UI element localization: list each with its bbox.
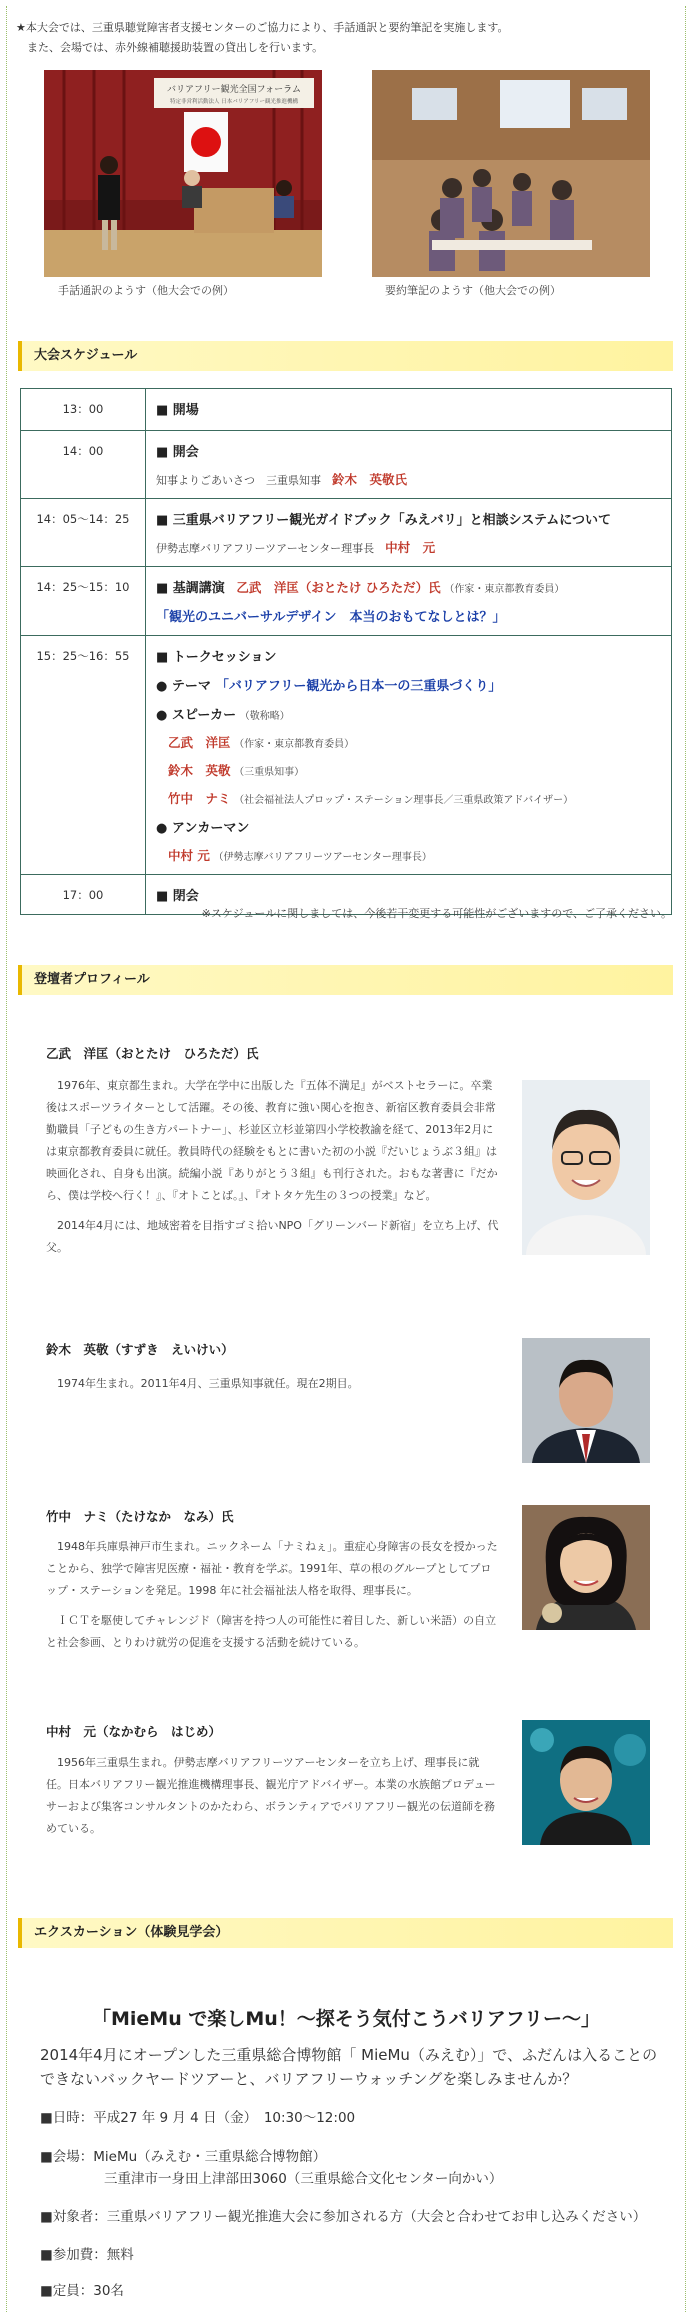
profiles-heading: 登壇者プロフィール [18,965,673,995]
schedule-title: ■ トークセッション [156,650,277,665]
profile-name: 中村 元（なかむら はじめ） [46,1724,222,1739]
profile-text [46,1075,501,1267]
schedule-sub: 知事よりごあいさつ 三重県知事 [156,474,321,487]
sign-language-photo [44,70,322,277]
schedule-time: 17：00 [21,875,146,915]
talk-theme: 「バリアフリー観光から日本一の三重県づくり」 [222,679,502,694]
profile-paragraph: 1948年兵庫県神戸市生まれ。ニックネーム「ナミねぇ」。重症心身障害の長女を授かったことから、独学で障害児医療・福祉・教育を学ぶ。1991年、草の根のグループとしてプロップ・ステーションを発足。1998 年に社会福祉法人格を取得、理事長に。 [46,1540,498,1597]
speakers-note: （敬称略） [239,711,290,722]
speaker-note: （作家・東京都教育委員） [234,739,355,750]
schedule-title: ■ 閉会 [156,889,199,904]
schedule-time: 14：05〜14：25 [21,499,146,567]
profile-paragraph: 2014年4月には、地域密着を目指すゴミ拾いNPO「グリーンバード新宿」を立ち上げ、代父。 [46,1219,499,1254]
schedule-title: ■ 基調講演 [156,581,225,596]
schedule-time: 14：00 [21,431,146,499]
profile-text [46,1536,501,1662]
excursion-lead: 2014年4月にオープンした三重県総合博物館「 MieMu（みえむ）」で、ふだんは入ることのできないバックヤードツアーと、バリアフリーウォッチングを楽しみませんか？ [40,2046,658,2088]
speaker-name: 竹中 ナミ [168,791,231,806]
speaker-name: 鈴木 英敬 [168,763,231,778]
excursion-fee: ■参加費：無料 [40,2247,134,2263]
excursion-target: ■対象者：三重県バリアフリー観光推進大会に参加される方（大会と合わせてお申し込みください） [40,2209,647,2225]
profile-name: 鈴木 英敬（すずき えいけい） [46,1342,234,1357]
schedule-row [21,431,672,499]
portrait-suzuki [522,1338,650,1463]
profile-text [46,1752,501,1848]
profile-name: 竹中 ナミ（たけなか なみ）氏 [46,1509,234,1524]
anchor-label: ● アンカーマン [156,821,250,836]
left-photo-caption: 手話通訳のようす（他大会での例） [58,284,234,297]
banner-subtext: 特定非営利活動法人 日本バリアフリー観光推進機構 [169,99,299,105]
portrait-ototake [522,1080,650,1255]
profile-paragraph: 1956年三重県生まれ。伊勢志摩バリアフリーツアーセンターを立ち上げ、理事長に就任。日本バリアフリー観光推進機構理事長、観光庁アドバイザー。本業の水族館プロデューサーおよび集客コンサルタントのかたわら、ボランティアでバリアフリー観光の伝道師を務めている。 [46,1756,496,1835]
portrait-takenaka [522,1505,650,1630]
schedule-time: 15：25〜16：55 [21,636,146,875]
schedule-time: 14：25〜15：10 [21,567,146,636]
speaker-note: （三重県知事） [234,767,305,778]
speaker-note: （社会福祉法人プロップ・ステーション理事長／三重県政策アドバイザー） [234,795,574,806]
schedule-sub-name: 中村 元 [385,540,436,555]
schedule-row [21,499,672,567]
right-photo-caption: 要約筆記のようす（他大会での例） [385,284,561,297]
schedule-note: ※スケジュールに関しましては、今後若干変更する可能性がございますので、ご了承ください。 [201,907,672,920]
profile-paragraph: 1974年生まれ。2011年4月、三重県知事就任。現在2期目。 [57,1377,359,1390]
excursion-heading: エクスカーション（体験見学会） [18,1918,673,1948]
anchor-name: 中村 元 [168,848,210,863]
excursion-title: 「MieMu で楽しMu！〜探そう気付こうバリアフリー〜」 [91,2008,601,2030]
intro-line-1: ★本大会では、三重県聴覚障害者支援センターのご協力により、手話通訳と要約筆記を実施します。 [16,21,509,34]
profile-text [46,1373,501,1403]
speakers-label: ● スピーカー [156,708,237,723]
schedule-title: ■ 開会 [156,445,199,460]
profile-paragraph: ＩＣＴを駆使してチャレンジド（障害を持つ人の可能性に着目した、新しい米語）の自立と社会参画、とりわけ就労の促進を支援する活動を続けている。 [46,1614,497,1649]
schedule-time: 13：00 [21,389,146,431]
summary-writing-photo [372,70,650,277]
excursion-address: 三重津市一身田上津部田3060（三重県総合文化センター向かい） [104,2171,503,2187]
excursion-capacity: ■定員：30名 [40,2283,124,2299]
schedule-table [20,388,672,915]
speaker-name: 乙武 洋匡 [168,735,231,750]
excursion-venue: ■会場：MieMu（みえむ・三重県総合博物館） [40,2149,327,2165]
keynote-speaker: 乙武 洋匡（おとたけ ひろただ）氏 [236,580,441,595]
keynote-theme: 「観光のユニバーサルデザイン 本当のおもてなしとは？」 [156,610,506,625]
portrait-nakamura [522,1720,650,1845]
excursion-date: ■日時：平成27 年 9 月 4 日（金） 10:30〜12:00 [40,2110,356,2126]
talk-theme-label: ● テーマ [156,679,211,694]
schedule-sub: 伊勢志摩バリアフリーツアーセンター理事長 [156,542,375,555]
schedule-row [21,389,672,431]
intro-text [16,18,676,58]
schedule-sub-name: 鈴木 英敬氏 [332,472,408,487]
schedule-heading: 大会スケジュール [18,341,673,371]
anchor-note: （伊勢志摩バリアフリーツアーセンター理事長） [213,852,432,863]
schedule-title: ■ 開場 [156,403,199,418]
keynote-speaker-note: （作家・東京都教育委員） [444,584,565,595]
schedule-row [21,567,672,636]
banner-text: バリアフリー観光全国フォーラム [166,85,302,95]
schedule-title: ■ 三重県バリアフリー観光ガイドブック「みえバリ」と相談システムについて [156,513,612,528]
intro-line-2: また、会場では、赤外線補聴援助装置の貸出しを行います。 [16,41,324,54]
schedule-row [21,636,672,875]
profile-paragraph: 1976年、東京都生まれ。大学在学中に出版した『五体不満足』がベストセラーに。卒業後はスポーツライターとして活躍。その後、教育に強い関心を抱き、新宿区教育委員会非常勤職員「子どもの生き方パートナー」、杉並区立杉並第四小学校教諭を経て、2013年2月には東京都教育委員に就任。教員時代の経験をもとに書いた初の小説『だいじょうぶ３組』は映画化され、自身も出演。続編小説『ありがとう３組』も刊行された。おもな著書に『だから、僕は学校へ行く！』、『オトことば。』、『オトタケ先生の３つの授業』など。 [46,1079,498,1202]
profile-name: 乙武 洋匡（おとたけ ひろただ）氏 [46,1046,259,1061]
